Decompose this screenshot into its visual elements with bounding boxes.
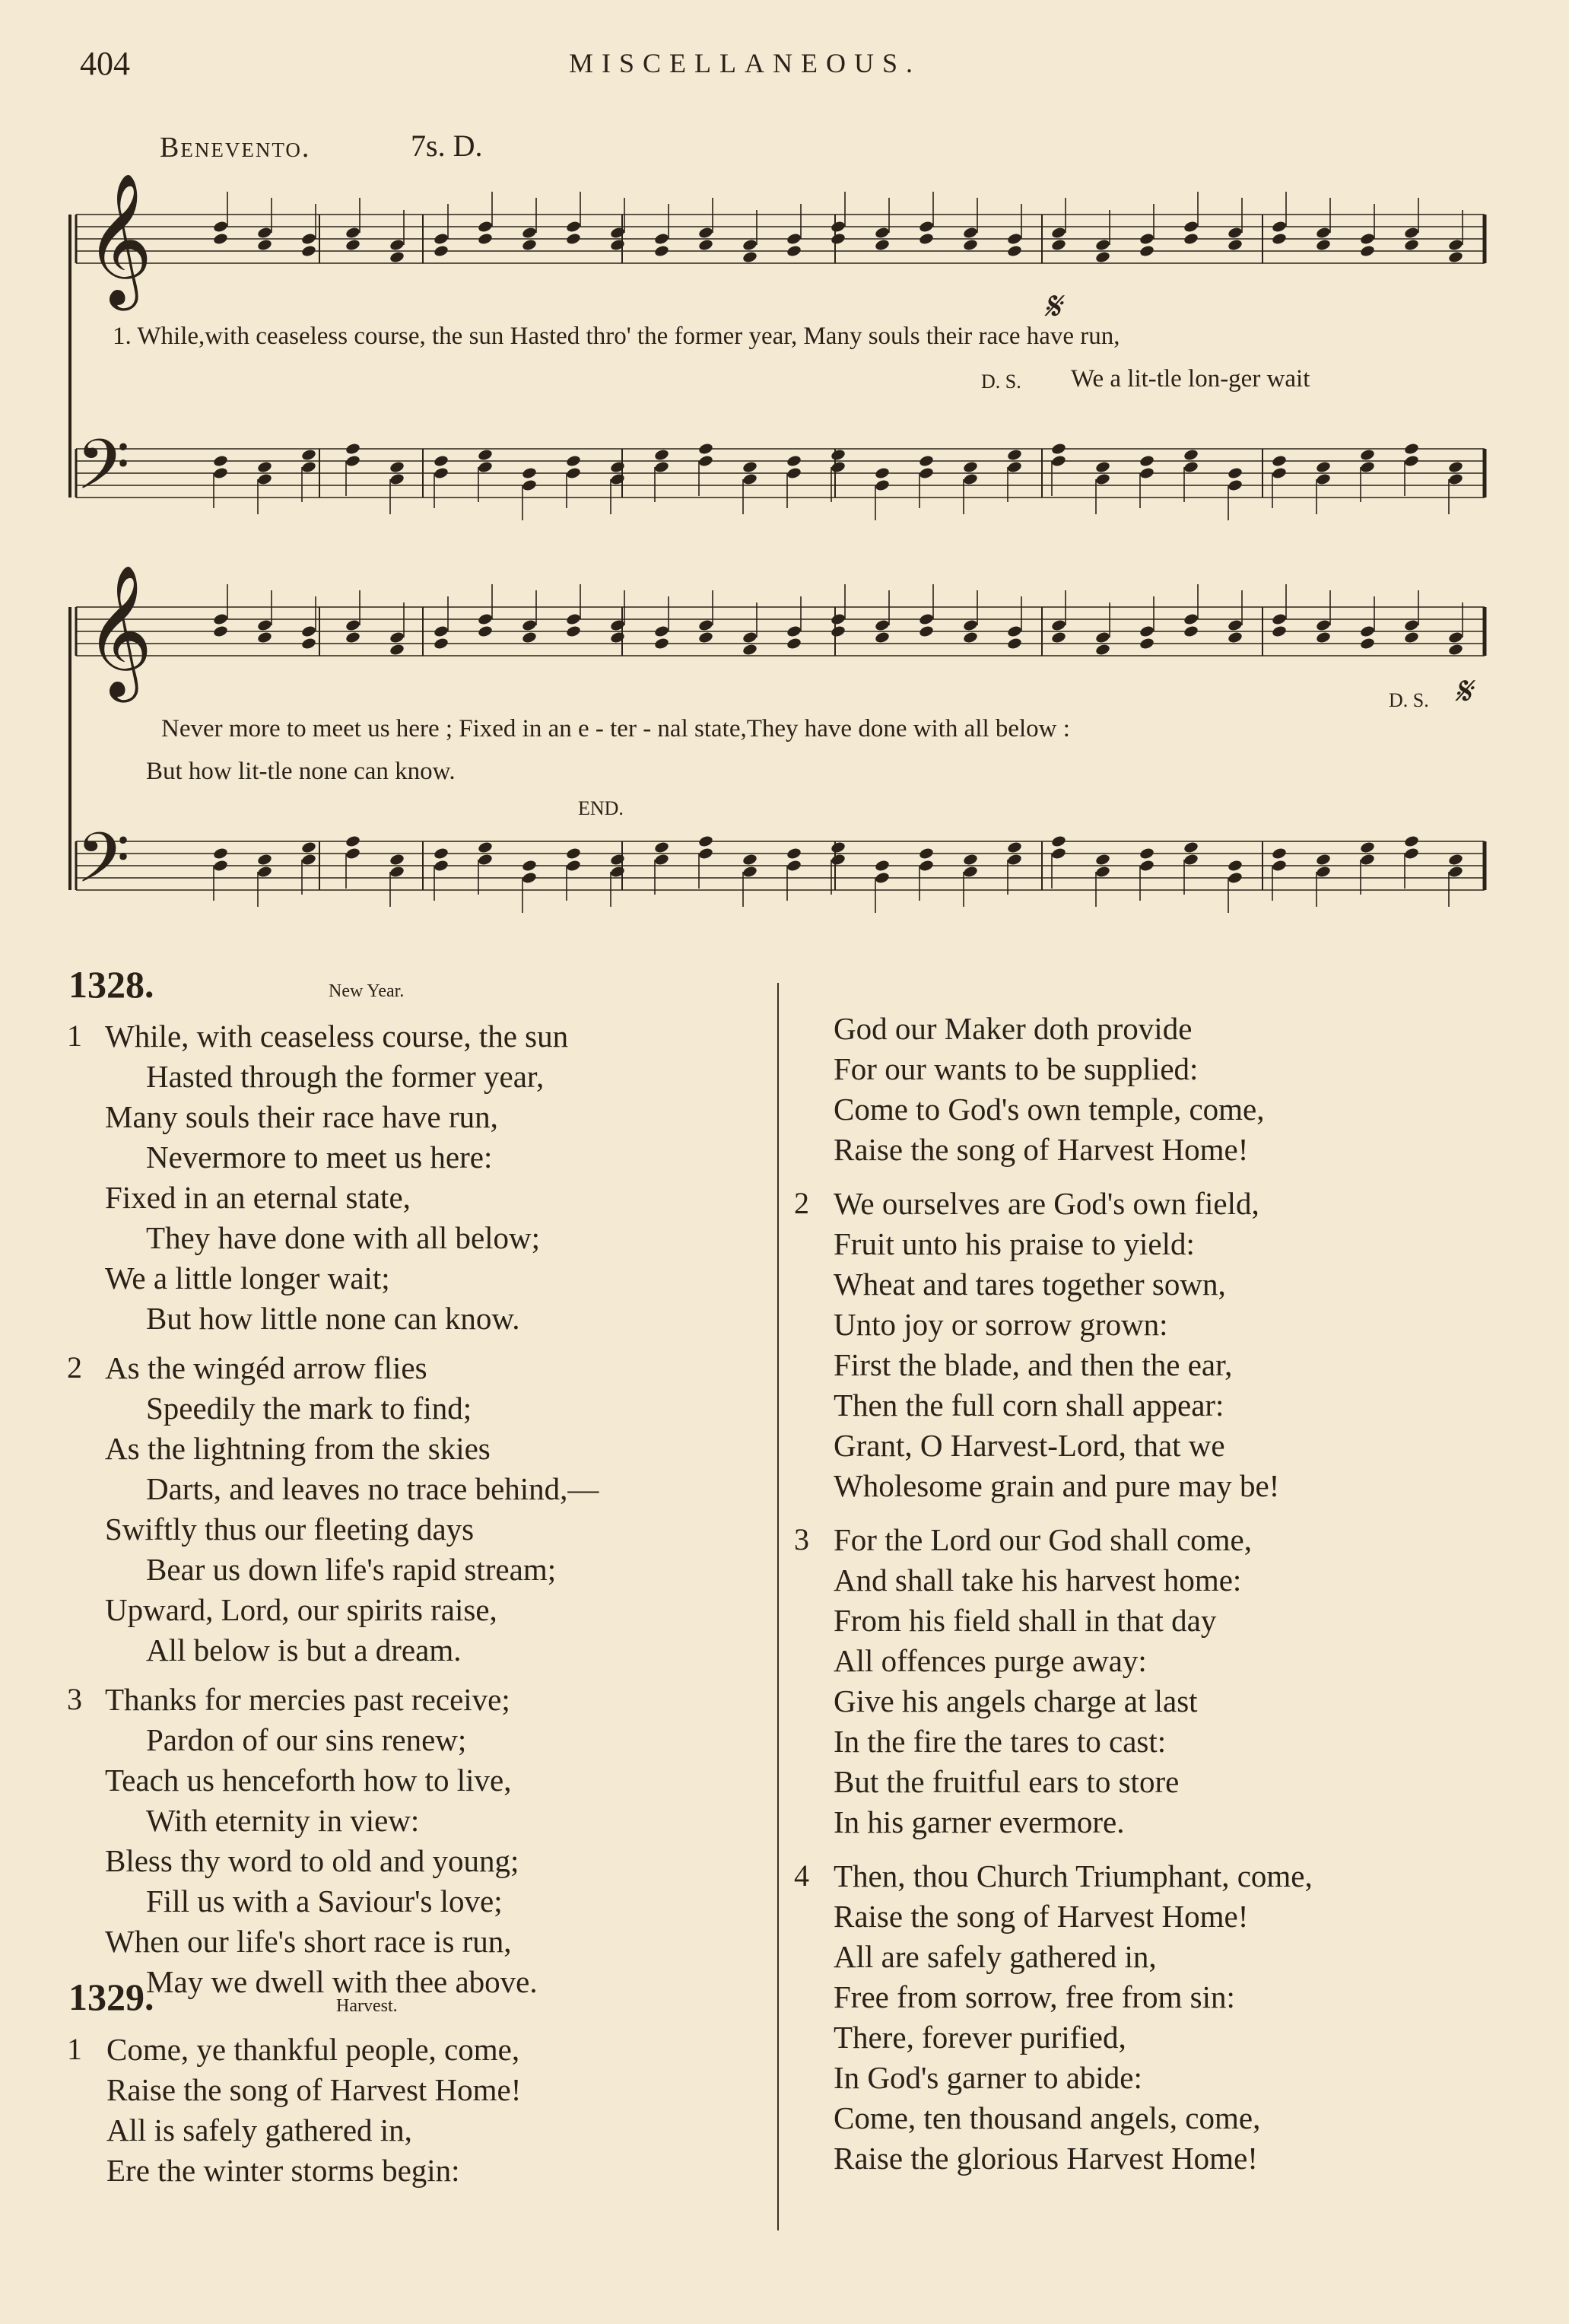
tune-meter: 7s. D. [411,129,483,163]
verse-line: Pardon of our sins renew; [146,1722,467,1757]
column-divider [777,983,779,2230]
verse-line: Speedily the mark to find; [146,1391,472,1426]
page-number: 404 [80,45,130,82]
verse-line: Free from sorrow, free from sin: [834,1979,1235,2014]
verse-line: But the fruitful ears to store [834,1764,1180,1799]
segno-icon: 𝄋 [1043,285,1061,329]
verse-line: Swiftly thus our fleeting days [105,1512,475,1547]
verse-line: Upward, Lord, our spirits raise, [105,1592,497,1627]
verse-line: But how little none can know. [146,1301,520,1336]
tune-lyrics-line: But how lit-tle none can know. [146,758,456,785]
verse-line: Come, ye thankful people, come, [106,2032,520,2067]
bass-clef-icon: 𝄢 [76,428,130,520]
verse-line: Fruit unto his praise to yield: [834,1226,1195,1261]
verse-line: When our life's short race is run, [105,1924,512,1959]
ds-mark: D. S. [1389,689,1429,711]
verse-line: All offences purge away: [834,1643,1147,1678]
hymn-number: 1328. [68,963,154,1006]
verse-line: Raise the song of Harvest Home! [834,1899,1249,1934]
verse-line: Fixed in an eternal state, [105,1180,411,1215]
hymn-number: 1329. [68,1976,154,2018]
verse-number: 3 [794,1522,809,1556]
verse-line: All are safely gathered in, [834,1939,1157,1974]
verse-line: First the blade, and then the ear, [834,1347,1233,1382]
verse-line: Many souls their race have run, [105,1099,498,1134]
verse-line: May we dwell with thee above. [146,1964,538,1999]
verse-number: 2 [794,1186,809,1220]
verse-line: All below is but a dream. [146,1633,462,1667]
verse-line: Raise the glorious Harvest Home! [834,2141,1258,2176]
verse-line: In God's garner to abide: [834,2060,1142,2095]
verse-line: As the wingéd arrow flies [105,1350,427,1385]
verse-line: We a little longer wait; [105,1261,390,1296]
verse-number: 2 [67,1350,82,1385]
verse-line: With eternity in view: [146,1803,420,1838]
verse-line: Bless thy word to old and young; [105,1843,519,1878]
verse-number: 4 [794,1858,809,1893]
bass-clef-icon: 𝄢 [76,821,130,914]
verse-line: Teach us henceforth how to live, [105,1763,512,1798]
verse-line: And shall take his harvest home: [834,1563,1242,1598]
verse-line: Hasted through the former year, [146,1059,545,1094]
verse-line: We ourselves are God's own field, [834,1186,1259,1221]
verse-line: Thanks for mercies past receive; [105,1682,510,1717]
verse-line: For the Lord our God shall come, [834,1522,1252,1557]
verse-line: Nevermore to meet us here: [146,1140,493,1175]
music-score [0,0,1569,943]
tune-lyrics-line: We a lit-tle lon-ger wait [1071,365,1310,393]
verse-line: Wholesome grain and pure may be! [834,1468,1280,1503]
verse-line: Bear us down life's rapid stream; [146,1552,557,1587]
verse-line: For our wants to be supplied: [834,1051,1199,1086]
verse-line: From his field shall in that day [834,1603,1217,1638]
verse-number: 1 [67,2032,82,2066]
verse-line: Wheat and tares together sown, [834,1267,1226,1302]
verse-line: There, forever purified, [834,2020,1126,2055]
tune-name: Benevento. [160,132,311,164]
verse-line: Give his angels charge at last [834,1683,1198,1718]
verse-line: Then, thou Church Triumphant, come, [834,1858,1313,1893]
verse-line: Raise the song of Harvest Home! [106,2072,522,2107]
hymn-subtitle: Harvest. [336,1996,398,2016]
verse-line: Then the full corn shall appear: [834,1388,1224,1423]
verse-line: Fill us with a Saviour's love; [146,1884,503,1919]
verse-line: As the lightning from the skies [105,1431,491,1466]
verse-line: Grant, O Harvest-Lord, that we [834,1428,1225,1463]
verse-line: Ere the winter storms begin: [106,2153,460,2188]
hymn-subtitle: New Year. [329,981,405,1001]
verse-number: 1 [67,1019,82,1053]
tune-lyrics-line: Never more to meet us here ; Fixed in an e - ter - nal state,They have done with all below : [161,715,1070,742]
verse-line: All is safely gathered in, [106,2113,412,2148]
verse-line: Come, ten thousand angels, come, [834,2100,1261,2135]
verse-line: God our Maker doth provide [834,1011,1193,1046]
treble-clef-icon: 𝄞 [85,568,153,695]
end-mark: END. [578,797,624,819]
verse-line: Raise the song of Harvest Home! [834,1132,1249,1167]
verse-line: Come to God's own temple, come, [834,1092,1265,1127]
verse-line: In the fire the tares to cast: [834,1724,1167,1759]
verse-line: Darts, and leaves no trace behind,— [146,1471,599,1506]
running-head: MISCELLANEOUS. [569,48,922,78]
ds-mark: D. S. [981,370,1021,393]
verse-number: 3 [67,1682,82,1716]
verse-line: Unto joy or sorrow grown: [834,1307,1168,1342]
treble-clef-icon: 𝄞 [85,176,153,303]
verse-line: They have done with all below; [146,1220,541,1255]
verse-line: While, with ceaseless course, the sun [105,1019,569,1054]
verse-line: In his garner evermore. [834,1804,1125,1839]
segno-icon: 𝄋 [1454,670,1472,714]
tune-lyrics-line: 1. While,with ceaseless course, the sun Hasted thro' the former year, Many souls their race have run, [113,323,1120,350]
